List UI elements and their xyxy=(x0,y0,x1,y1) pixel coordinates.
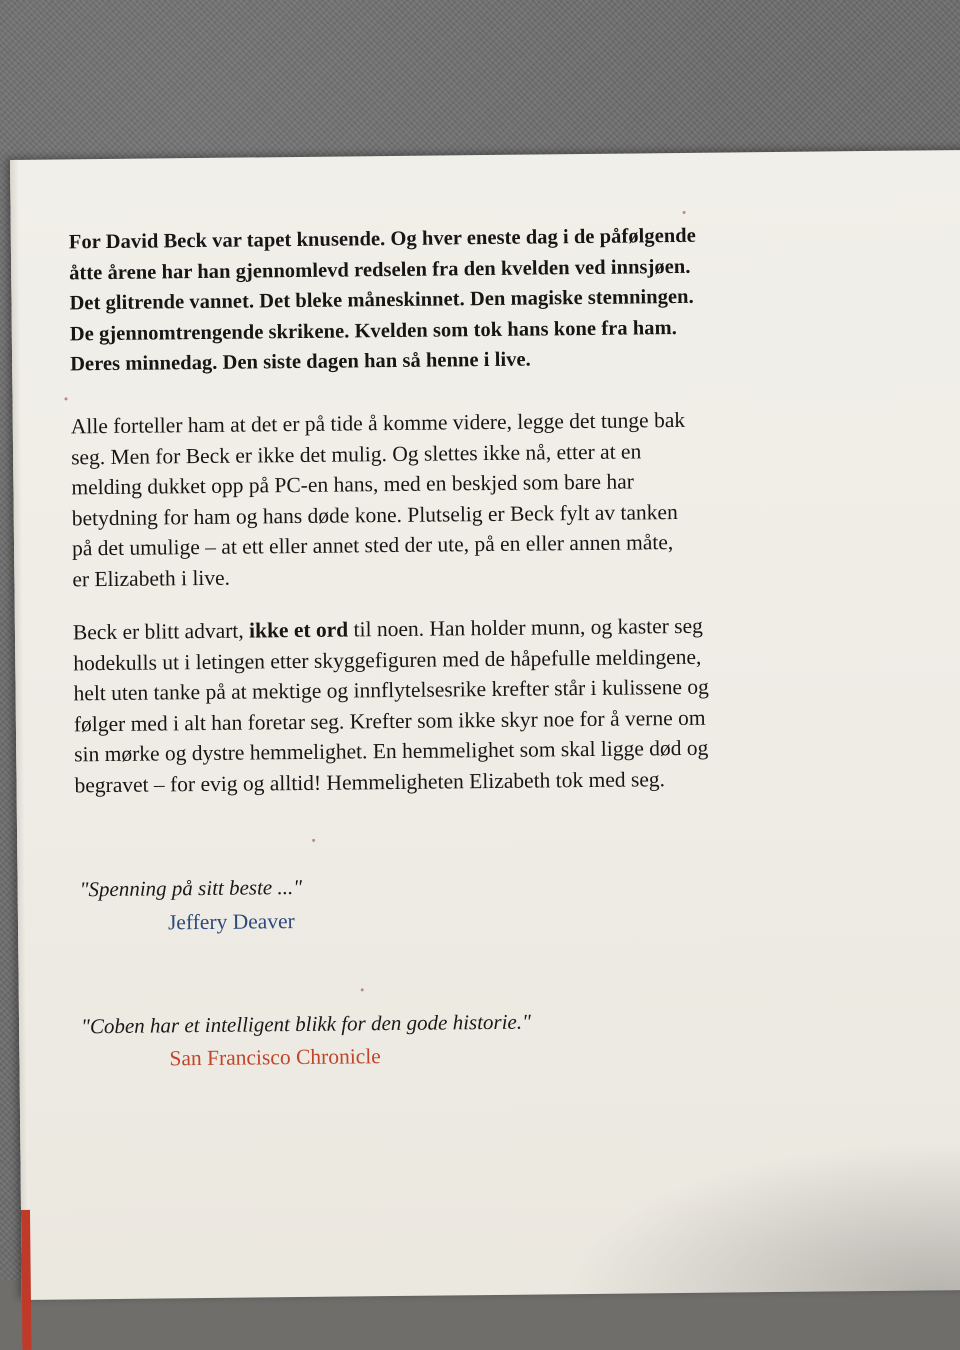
para1-line: melding dukket opp på PC-en hans, med en beskjed som bare har xyxy=(71,469,634,500)
para2-line: hodekulls ut i letingen etter skyggefiguren med de håpefulle meldingene, xyxy=(73,644,702,675)
para2-bold: ikke et ord xyxy=(248,617,349,643)
quote-1: "Spenning på sitt beste ..." xyxy=(79,874,303,902)
intro-line: åtte årene har han gjennomlevd redselen fra den kvelden ved innsjøen. xyxy=(69,255,691,284)
speck xyxy=(361,988,364,991)
intro-line: Deres minnedag. Den siste dagen han så henne i live. xyxy=(70,348,531,376)
para2-line: helt uten tanke på at mektige og innflytelsesrike krefter står i kulissene og xyxy=(73,674,709,706)
quote-2-source: San Francisco Chronicle xyxy=(169,1044,381,1071)
book-back-cover xyxy=(10,150,960,1300)
intro-line: De gjennomtrengende skrikene. Kvelden som tok hans kone fra ham. xyxy=(69,316,677,345)
para1-line: Alle forteller ham at det er på tide å komme videre, legge det tunge bak xyxy=(70,407,686,439)
quote-1-source: Jeffery Deaver xyxy=(167,909,295,935)
para1-line: betydning for ham og hans døde kone. Plutselig er Beck fylt av tanken xyxy=(71,499,678,530)
para2-start: Beck er blitt advart, xyxy=(72,618,250,645)
speck xyxy=(683,211,686,214)
paragraph-1 xyxy=(71,403,873,594)
para1-line: på det umulige – at ett eller annet sted der ute, på en eller annen måte, xyxy=(71,530,674,561)
para2-line: begravet – for evig og alltid! Hemmeligheten Elizabeth tok med seg. xyxy=(74,766,666,797)
paragraph-2 xyxy=(73,609,890,801)
intro-line: Det glitrende vannet. Det bleke måneskinnet. Den magiske stemningen. xyxy=(69,285,694,315)
quote-2: "Coben har et intelligent blikk for den gode historie." xyxy=(80,1009,532,1039)
para2-line: følger med i alt han foretar seg. Krefter som ikke skyr noe for å verne om xyxy=(73,705,706,736)
para1-line: er Elizabeth i live. xyxy=(72,565,231,591)
intro-paragraph xyxy=(69,219,861,380)
speck xyxy=(312,839,315,842)
para2-end: til noen. Han holder munn, og kaster seg xyxy=(348,613,703,642)
intro-line: For David Beck var tapet knusende. Og hver eneste dag i de påfølgende xyxy=(68,224,696,254)
para1-line: seg. Men for Beck er ikke det mulig. Og slettes ikke nå, etter at en xyxy=(70,438,642,469)
speck xyxy=(64,397,67,400)
para2-line: sin mørke og dystre hemmelighet. En hemmelighet som skal ligge død og xyxy=(74,735,709,767)
shadow xyxy=(560,1140,960,1294)
